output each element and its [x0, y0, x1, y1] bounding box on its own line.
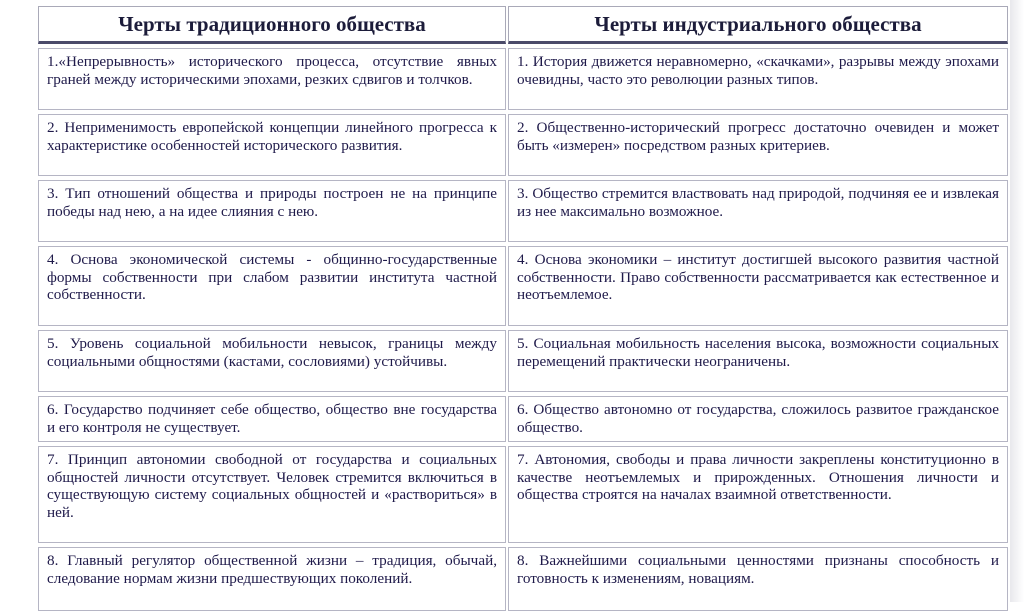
table-row: [38, 114, 1008, 176]
table-row: [38, 547, 1008, 611]
table-row: [38, 180, 1008, 242]
traditional-cell: 8. Главный регулятор общественной жизни – традиция, обычай, следование нормам жизни предшествующих поколений.: [38, 547, 506, 611]
table-row: [38, 330, 1008, 392]
industrial-cell: 1. История движется неравномерно, «скачками», разрывы между эпохами очевидны, часто это революции разных типов.: [508, 48, 1008, 110]
industrial-cell: 5. Социальная мобильность населения высока, возможности социальных перемещений практически неограничены.: [508, 330, 1008, 392]
industrial-cell: 7. Автономия, свободы и права личности закреплены конституционно в качестве неотъемлемых и прирожденных. Отношения личности и общества строятся на началах взаимной ответственности.: [508, 446, 1008, 543]
header-industrial: Черты индустриального общества: [508, 6, 1008, 44]
industrial-cell: 6. Общество автономно от государства, сложилось развитое гражданское общество.: [508, 396, 1008, 442]
table-row: [38, 446, 1008, 543]
traditional-cell: 5. Уровень социальной мобильности невысок, границы между социальными общностями (кастами, сословиями) устойчивы.: [38, 330, 506, 392]
traditional-cell: 4. Основа экономической системы - общинно-государственные формы собственности при слабом развитии института частной собственности.: [38, 246, 506, 326]
traditional-cell: 2. Неприменимость европейской концепции линейного прогресса к характеристике особенностей исторического развития.: [38, 114, 506, 176]
industrial-cell: 8. Важнейшими социальными ценностями признаны способность и готовность к изменениям, новациям.: [508, 547, 1008, 611]
table-row: [38, 48, 1008, 110]
traditional-cell: 6. Государство подчиняет себе общество, общество вне государства и его контроля не существует.: [38, 396, 506, 442]
traditional-cell: 7. Принцип автономии свободной от государства и социальных общностей личности отсутствует. Человек стремится включиться в существующую систему социальных общностей и «раствориться» в ней.: [38, 446, 506, 543]
industrial-cell: 3. Общество стремится властвовать над природой, подчиняя ее и извлекая из нее максимально возможное.: [508, 180, 1008, 242]
table-header-row: [38, 6, 1008, 44]
comparison-table: [36, 2, 1010, 615]
table-row: [38, 396, 1008, 442]
industrial-cell: 2. Общественно-исторический прогресс достаточно очевиден и может быть «измерен» посредством разных критериев.: [508, 114, 1008, 176]
comparison-table-container: [36, 2, 1008, 600]
traditional-cell: 1.«Непрерывность» исторического процесса, отсутствие явных граней между историческими эпохами, резких сдвигов и толчков.: [38, 48, 506, 110]
traditional-cell: 3. Тип отношений общества и природы построен не на принципе победы над нею, а на идее слияния с нею.: [38, 180, 506, 242]
header-traditional: Черты традиционного общества: [38, 6, 506, 44]
page-edge-shadow: [1010, 0, 1024, 602]
industrial-cell: 4. Основа экономики – институт достигшей высокого развития частной собственности. Право собственности рассматривается как естественное и неотъемлемое.: [508, 246, 1008, 326]
table-row: [38, 246, 1008, 326]
